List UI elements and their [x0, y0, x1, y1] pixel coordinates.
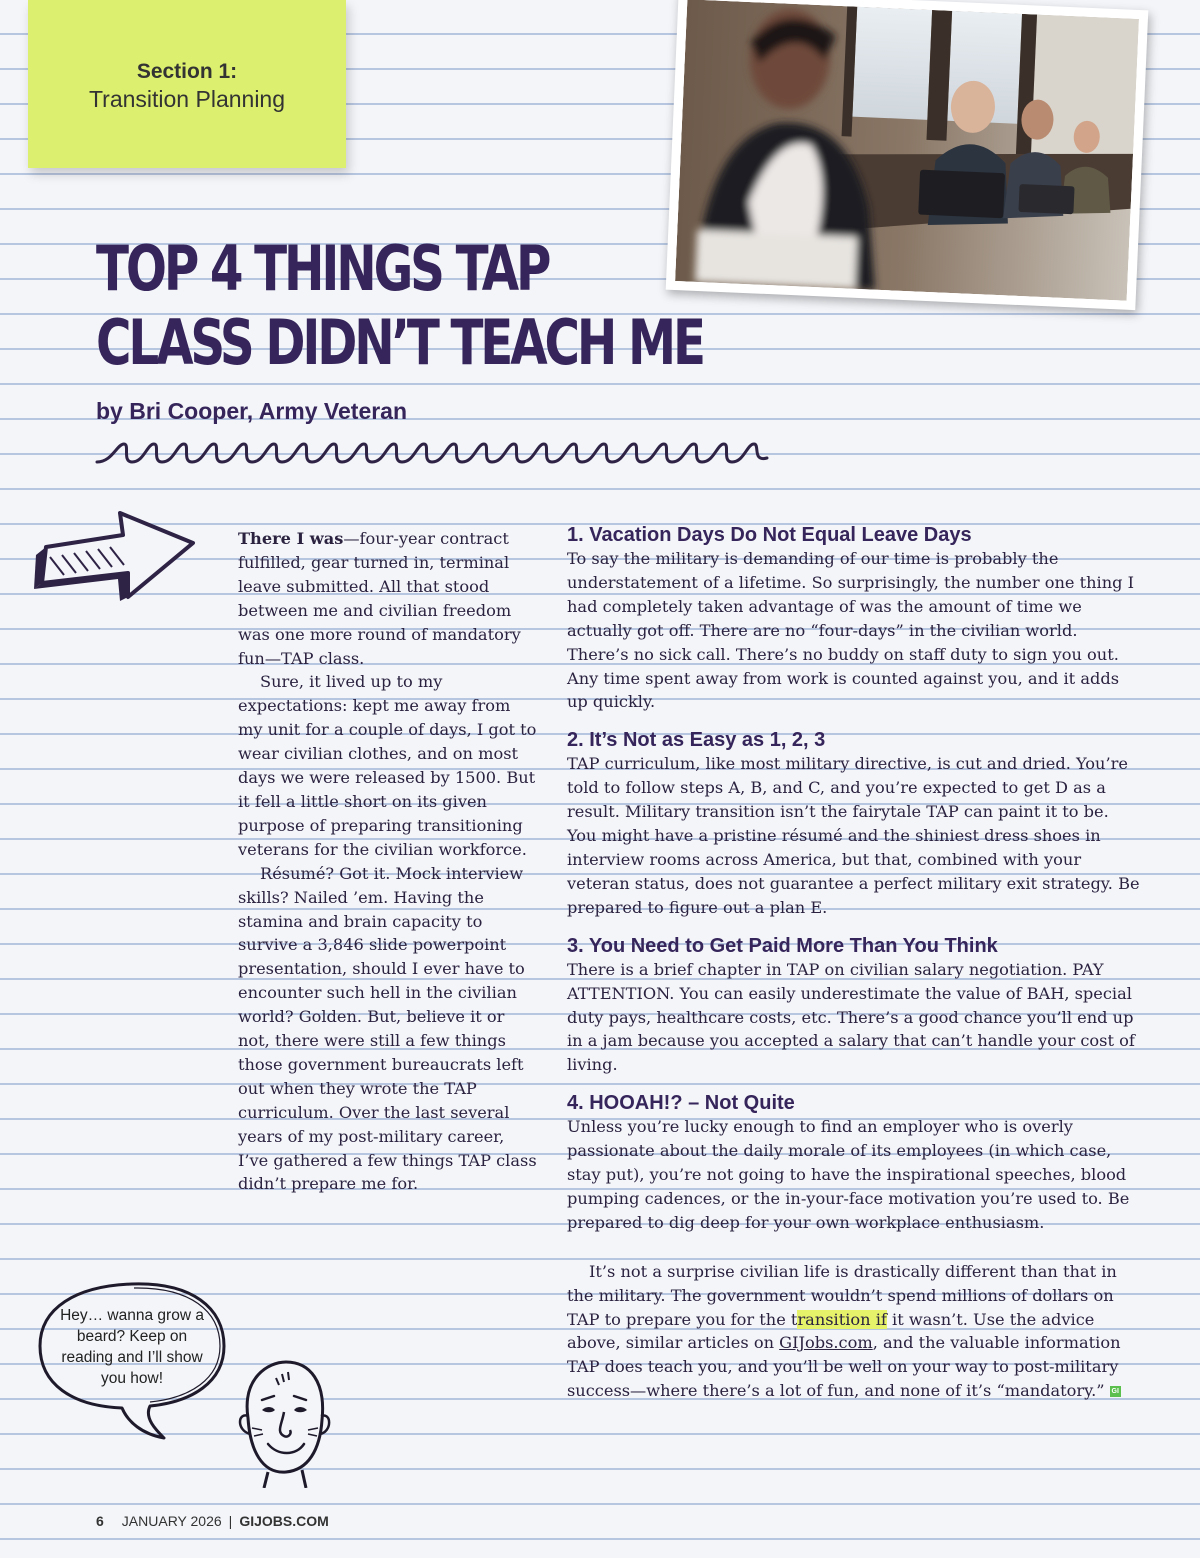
intro-lead: There I was: [238, 529, 344, 548]
tip-section-3: [567, 934, 1142, 1078]
tip-body-1: To say the military is demanding of our time is probably the understatement of a lifetime. So surprisingly, the number one thing I had completely taken advantage of was the amount of time we actually got off. There are no “four-days” in the civilian world. There’s no sick call. There’s no buddy on staff duty to sign you out. Any time spent away from work is counted against you, and it adds up quickly.: [567, 549, 1135, 712]
title-line-1: TOP 4 THINGS TAP: [96, 232, 549, 305]
bald-face-illustration: [228, 1358, 338, 1488]
footer-separator: |: [228, 1513, 233, 1529]
tip-body-3: There is a brief chapter in TAP on civilian salary negotiation. PAY ATTENTION. You can easily underestimate the value of BAH, special duty pays, healthcare costs, etc. There’s a good chance you’ll end up in a jam because you accepted a salary that can’t handle your cost of living.: [567, 959, 1135, 1075]
squiggle-decoration: [92, 432, 782, 472]
footer-site: GIJOBS.COM: [239, 1513, 329, 1529]
highlighted-text: ransition if: [797, 1309, 887, 1329]
intro-paragraph-2: Sure, it lived up to my expectations: kept me away from my unit for a couple of days, I got to wear civilian clothes, and on most days we were released by 1500. But it fell a little short on its given purpose of preparing transitioning veterans for the civilian workforce.: [238, 672, 537, 859]
article-title: [96, 232, 703, 380]
tip-section-1: [567, 523, 1142, 714]
closing-text-1: It’s not a surprise civilian life is drastically different than that in the military. The government wouldn’t spend millions of dollars on TAP to prepare you for the t: [567, 1261, 1117, 1329]
section-topic: Transition Planning: [88, 86, 286, 112]
tip-body-2: TAP curriculum, like most military directive, is cut and dried. You’re told to follow steps A, B, and C, and you’re expected to get D as a result. Military transition isn’t the fairytale TAP can paint it to be. You might have a pristine résumé and the shiniest dress shoes in interview rooms across America, but that, combined with your veteran status, does not guarantee a perfect military exit strategy. Be prepared to figure out a plan E.: [567, 754, 1140, 917]
tip-heading-2: 2. It’s Not as Easy as 1, 2, 3: [567, 729, 826, 752]
speech-bubble-text: Hey… wanna grow a beard? Keep on reading and I’ll show you how!: [60, 1307, 204, 1387]
closing-text-2: it wasn’t. Use the advice above, similar articles on: [567, 1309, 1095, 1353]
closing-text-3: , and the valuable information TAP does teach you, and you’ll be well on your way to post-military success—where there’s a lot of fun, and none of it’s “mandatory.”: [567, 1333, 1121, 1401]
section-sticky-note: [28, 0, 346, 168]
intro-p1-text: —four-year contract fulfilled, gear turned in, terminal leave submitted. All that stood between me and civilian freedom was one more round of mandatory fun—TAP class.: [238, 529, 521, 668]
classroom-photo-illustration: [675, 0, 1139, 301]
tips-column: [567, 523, 1142, 1403]
intro-paragraph-3: Résumé? Got it. Mock interview skills? Nailed ’em. Having the stamina and brain capacity to survive a 3,846 slide powerpoint presentation, should I ever have to encounter such hell in the civilian world? Golden. But, believe it or not, there were still a few things those government bureaucrats left out when they wrote the TAP curriculum. Over the last several years of my post-military career, I’ve gathered a few things TAP class didn’t prepare me for.: [238, 863, 537, 1194]
tip-body-4: Unless you’re lucky enough to find an employer who is overly passionate about the daily morale of its employees (in which case, stay put), you’re not going to have the inspirational speeches, blood pumping cadences, or the in-your-face motivation you’re used to. Be prepared to dig deep for your own workplace enthusiasm.: [567, 1117, 1130, 1232]
tip-heading-4: 4. HOOAH!? – Not Quite: [567, 1092, 795, 1115]
intro-column: [238, 527, 538, 1196]
gijobs-link[interactable]: GIJobs.com: [779, 1333, 873, 1353]
tip-section-4: [567, 1091, 1142, 1235]
arrow-icon: [28, 505, 203, 605]
closing-paragraph: [567, 1260, 1142, 1403]
tip-heading-3: 3. You Need to Get Paid More Than You Think: [567, 934, 998, 957]
tip-section-2: [567, 728, 1142, 919]
gi-end-mark-icon: GI: [1111, 1388, 1119, 1396]
classroom-photo: [666, 0, 1149, 310]
page-footer: [96, 1513, 329, 1529]
tip-heading-1: 1. Vacation Days Do Not Equal Leave Days: [567, 524, 972, 546]
title-line-2: CLASS DIDN’T TEACH ME: [96, 306, 703, 379]
intro-paragraph-1: [238, 527, 538, 670]
issue-date: JANUARY 2026: [121, 1513, 222, 1529]
byline: by Bri Cooper, Army Veteran: [96, 398, 408, 424]
section-label: Section 1:: [136, 60, 238, 83]
page-number: 6: [96, 1513, 104, 1529]
